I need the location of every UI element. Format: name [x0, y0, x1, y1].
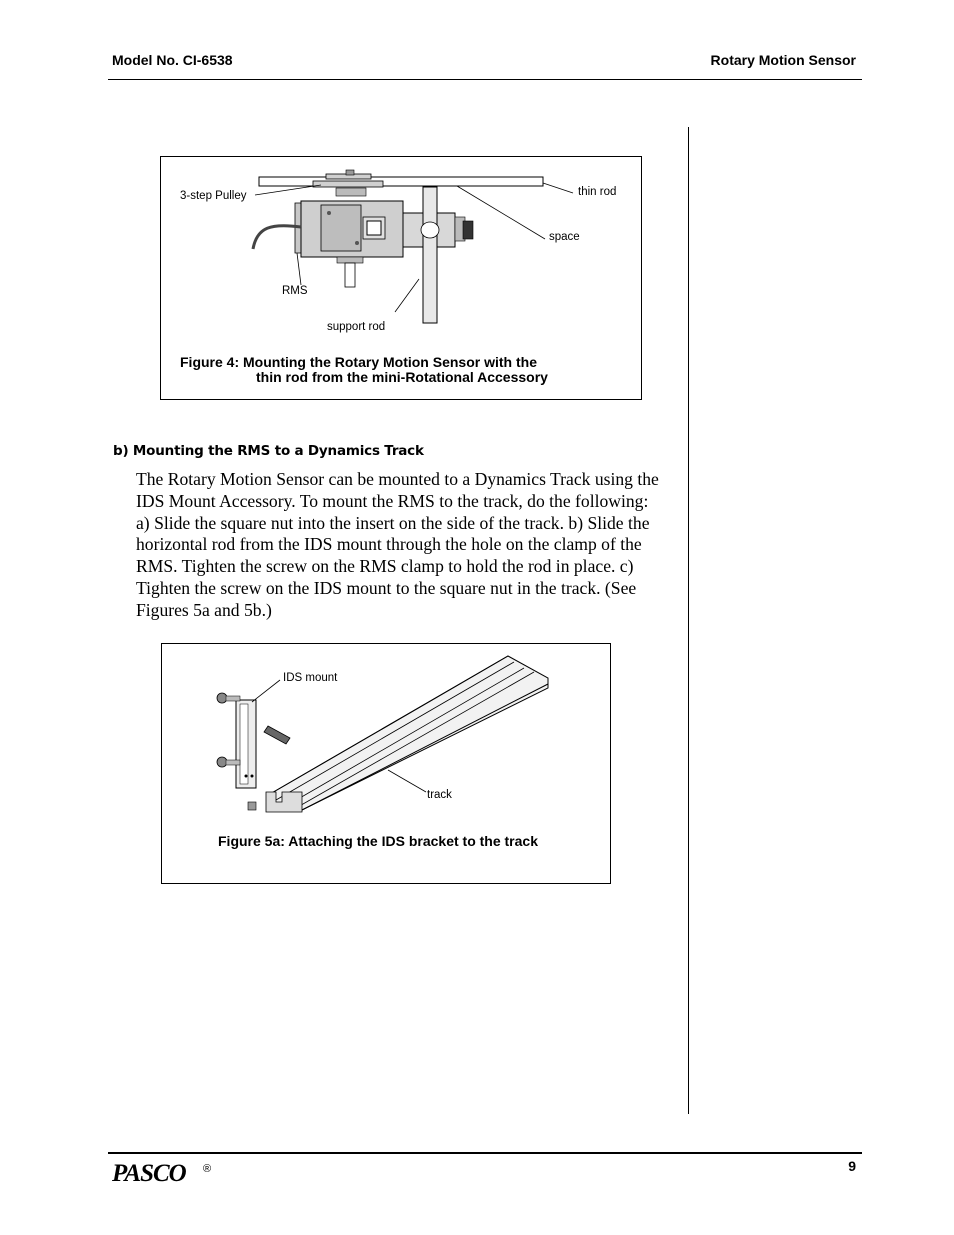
header-title: Rotary Motion Sensor — [710, 52, 856, 68]
label-ids-mount: IDS mount — [283, 672, 338, 684]
section-body: The Rotary Motion Sensor can be mounted to a Dynamics Track using the IDS Mount Accessory. To mount the RMS to the track, do the following: a) Slide the square nut into the insert on the side of the track. b) Slide the horizontal rod from the IDS mount through the hole on the clamp of the RMS. Tighten the screw on the RMS clamp to hold the rod in place. c) Tighten the screw on the IDS mount to the square nut in the track. (See Figures 5a and 5b.) — [136, 469, 659, 620]
figure-5a — [161, 643, 611, 884]
section-heading: b) Mounting the RMS to a Dynamics Track — [113, 443, 424, 459]
footer-rule — [108, 1152, 862, 1154]
label-thin-rod: thin rod — [578, 186, 617, 198]
figure-4 — [160, 156, 642, 400]
header-rule — [108, 79, 862, 80]
page-number: 9 — [848, 1158, 856, 1174]
label-support-rod: support rod — [327, 321, 386, 333]
figure-5a-caption: Figure 5a: Attaching the IDS bracket to the track — [218, 833, 538, 849]
figure-4-caption-line-2: thin rod from the mini-Rotational Accessory — [256, 369, 548, 385]
header-model: Model No. CI-6538 — [112, 52, 233, 68]
label-3-step-pulley: 3-step Pulley — [180, 190, 247, 202]
registered-mark: ® — [203, 1163, 212, 1175]
label-space: space — [549, 231, 580, 243]
label-rms: RMS — [282, 285, 308, 297]
label-track: track — [427, 789, 452, 801]
sidebar-rule — [688, 127, 689, 1114]
figure-4-caption-line-1: Figure 4: Mounting the Rotary Motion Sensor with the — [180, 354, 537, 370]
pasco-logo: PASCO — [112, 1160, 186, 1187]
